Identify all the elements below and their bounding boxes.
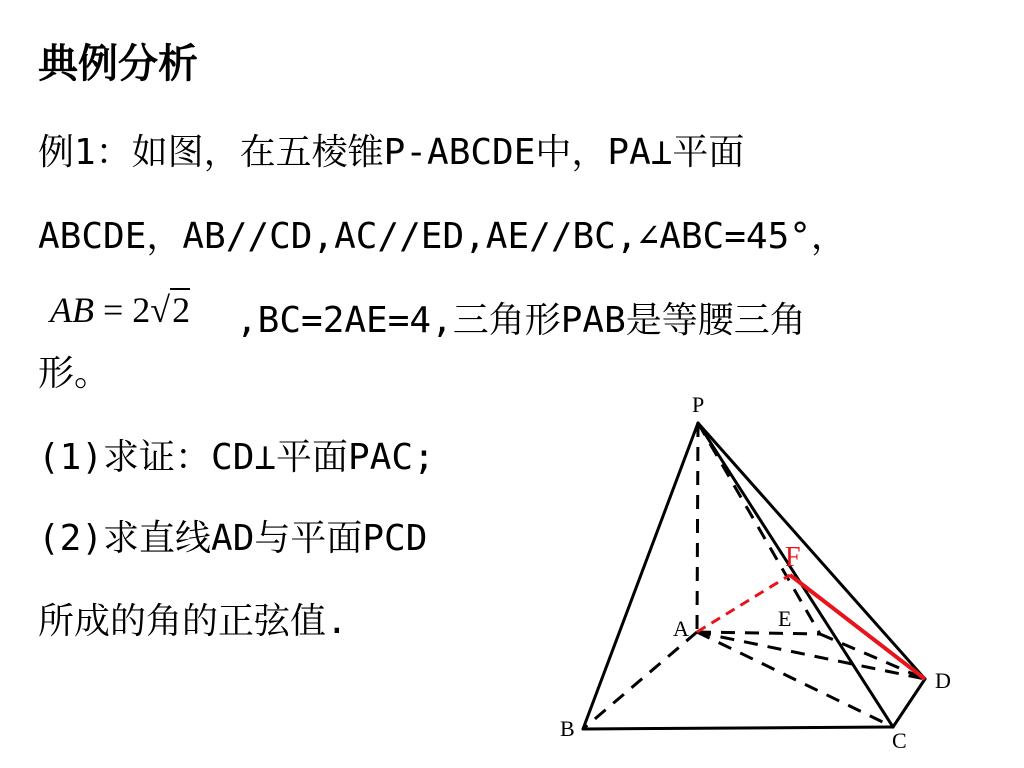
edge-pc [698, 423, 893, 727]
formula-lhs: AB [50, 290, 94, 330]
slide-title: 典例分析 [38, 41, 198, 87]
radicand: 2 [172, 290, 191, 330]
formula-eq: = 2 [93, 290, 151, 330]
question-1: (1)求证：CD⊥平面PAC; [38, 437, 435, 478]
label-f: F [785, 542, 801, 573]
label-c: C [892, 728, 907, 753]
label-p: P [692, 392, 705, 417]
edge-cd [893, 679, 925, 727]
label-d: D [935, 668, 951, 693]
problem-line-1: 例1：如图，在五棱锥P-ABCDE中，PA⊥平面 [38, 132, 745, 173]
edge-pb [583, 423, 698, 729]
edge-ae [697, 632, 820, 634]
label-e: E [778, 606, 792, 631]
radical-sign: √ [150, 290, 171, 330]
edge-bc [583, 727, 893, 729]
label-b: B [560, 716, 575, 741]
label-a: A [673, 616, 689, 641]
problem-line-2: ABCDE，AB//CD,AC//ED,AE//BC,∠ABC=45°， [38, 216, 847, 257]
edge-pe [698, 423, 820, 634]
problem-line-3: ,BC=2AE=4,三角形PAB是等腰三角 [236, 300, 806, 341]
edge-pa [697, 423, 698, 632]
problem-line-4: 形。 [38, 353, 111, 394]
question-2-line-1: (2)求直线AD与平面PCD [38, 518, 428, 559]
segment-fd [790, 575, 925, 679]
question-2-line-2: 所成的角的正弦值. [38, 601, 348, 642]
segment-af [697, 575, 790, 632]
